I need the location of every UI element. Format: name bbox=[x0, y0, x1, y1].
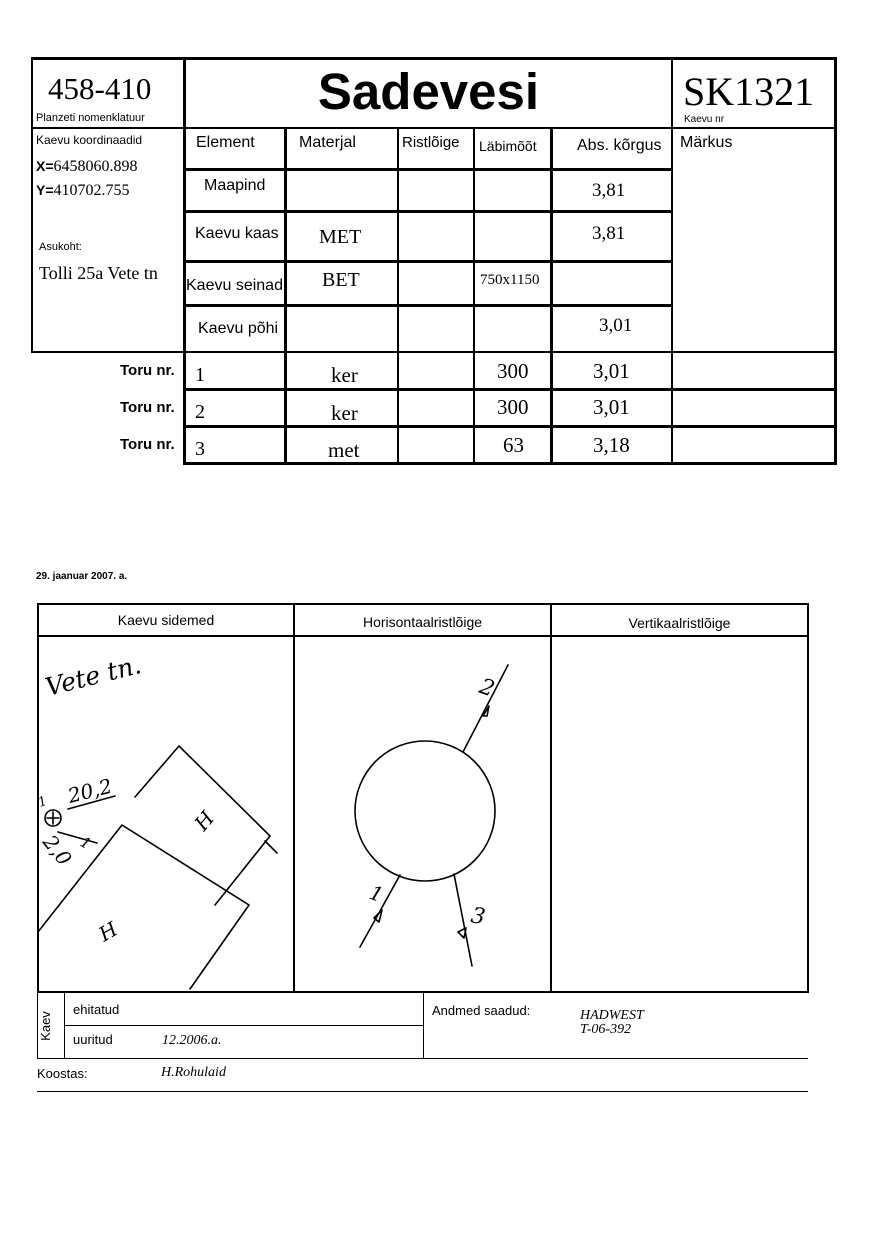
pipe-material-1: ker bbox=[331, 363, 358, 387]
coord-x-value: 6458060.898 bbox=[53, 158, 138, 175]
well-cross-section-circle bbox=[355, 741, 495, 881]
row-height-ground: 3,81 bbox=[592, 180, 626, 201]
pipe-1-mark: 1 bbox=[77, 832, 95, 854]
pipe-label-2: Toru nr. bbox=[120, 399, 175, 416]
cross-section-pipe-1-label: 1 bbox=[366, 880, 387, 908]
nomenclature-label: Planzeti nomenklatuur bbox=[36, 112, 145, 124]
coord-y-label: Y= bbox=[36, 182, 54, 198]
row-element-bottom: Kaevu põhi bbox=[198, 320, 279, 337]
building-upper-label: H bbox=[189, 806, 220, 836]
footer-kaev-divider bbox=[64, 993, 65, 1059]
pipe-label-3: Toru nr. bbox=[120, 436, 175, 453]
footer-mid-divider bbox=[423, 993, 424, 1059]
panel-title-horizontal: Horisontaalristlõige bbox=[362, 614, 483, 630]
col-header-cross: Ristlõige bbox=[402, 134, 460, 151]
dimension-left-label: 2,0 bbox=[38, 830, 77, 871]
footer-data-source-value-2: T-06-392 bbox=[580, 1022, 632, 1037]
pipe-diameter-2: 300 bbox=[497, 395, 529, 419]
well-marker-label: 1 bbox=[36, 793, 50, 811]
col-header-material: Materjal bbox=[299, 134, 356, 151]
col-header-notes: Märkus bbox=[680, 134, 733, 151]
location-label: Asukoht: bbox=[39, 241, 82, 253]
pipe-material-3: met bbox=[328, 438, 360, 462]
panel-title-vertical: Vertikaalristlõige bbox=[628, 615, 731, 631]
pipe-label-1: Toru nr. bbox=[120, 362, 175, 379]
pipe-height-3: 3,18 bbox=[593, 433, 630, 457]
pipe-diameter-3: 63 bbox=[503, 433, 524, 457]
nomenclature-value: 458-410 bbox=[48, 71, 152, 106]
row-material-lid: MET bbox=[319, 226, 362, 248]
pipe-no-1: 1 bbox=[195, 364, 205, 386]
footer-compiled-value: H.Rohulaid bbox=[161, 1065, 226, 1080]
document-date: 29. jaanuar 2007. a. bbox=[36, 571, 128, 582]
row-element-ground: Maapind bbox=[204, 177, 266, 194]
well-number-value: SK1321 bbox=[683, 69, 815, 114]
col-header-element: Element bbox=[196, 134, 255, 151]
well-number-label: Kaevu nr bbox=[684, 114, 725, 125]
coord-x-label: X= bbox=[36, 158, 54, 174]
row-diameter-walls: 750x1150 bbox=[480, 272, 540, 288]
pipe-diameter-1: 300 bbox=[497, 359, 529, 383]
footer-data-source-value-1: HADWEST bbox=[580, 1008, 644, 1023]
row-element-lid: Kaevu kaas bbox=[195, 225, 279, 242]
building-lower-label: H bbox=[94, 916, 122, 947]
pipe-height-1: 3,01 bbox=[593, 359, 630, 383]
row-height-lid: 3,81 bbox=[592, 223, 626, 244]
dimension-top-label: 20,2 bbox=[65, 773, 115, 808]
footer-bottom-line-1 bbox=[37, 1058, 808, 1059]
row-element-walls: Kaevu seinad bbox=[186, 277, 283, 294]
page-title: Sadevesi bbox=[317, 63, 540, 120]
panel-title-connections: Kaevu sidemed bbox=[117, 612, 215, 628]
street-label: Vete tn. bbox=[42, 650, 144, 702]
pipe-height-2: 3,01 bbox=[593, 395, 630, 419]
coords-label: Kaevu koordinaadid bbox=[36, 133, 143, 147]
cross-section-pipe-2-label: 2 bbox=[475, 674, 498, 703]
pipe-material-2: ker bbox=[331, 401, 358, 425]
coord-y-value: 410702.755 bbox=[53, 182, 130, 199]
col-header-height: Abs. kõrgus bbox=[577, 137, 662, 154]
footer-row-divider bbox=[64, 1025, 423, 1026]
footer-surveyed-label: uuritud bbox=[73, 1032, 113, 1047]
footer-surveyed-value: 12.2006.a. bbox=[162, 1033, 222, 1048]
row-height-bottom: 3,01 bbox=[599, 315, 633, 336]
footer-compiled-label: Koostas: bbox=[37, 1066, 88, 1081]
pipe-no-3: 3 bbox=[195, 438, 205, 460]
footer-bottom-line-2 bbox=[37, 1091, 808, 1092]
col-header-diameter: Läbimõõt bbox=[479, 138, 537, 154]
row-material-walls: BET bbox=[322, 269, 360, 291]
building-upper-edge bbox=[265, 841, 277, 853]
pipe-no-2: 2 bbox=[195, 401, 205, 423]
location-value: Tolli 25a Vete tn bbox=[39, 263, 158, 283]
cross-section-pipe-3-label: 3 bbox=[468, 903, 488, 931]
footer-built-label: ehitatud bbox=[73, 1002, 120, 1017]
footer-data-source-label: Andmed saadud: bbox=[432, 1003, 531, 1018]
pipe-line-3 bbox=[454, 874, 472, 966]
footer-kaev-label: Kaev bbox=[38, 1011, 53, 1041]
